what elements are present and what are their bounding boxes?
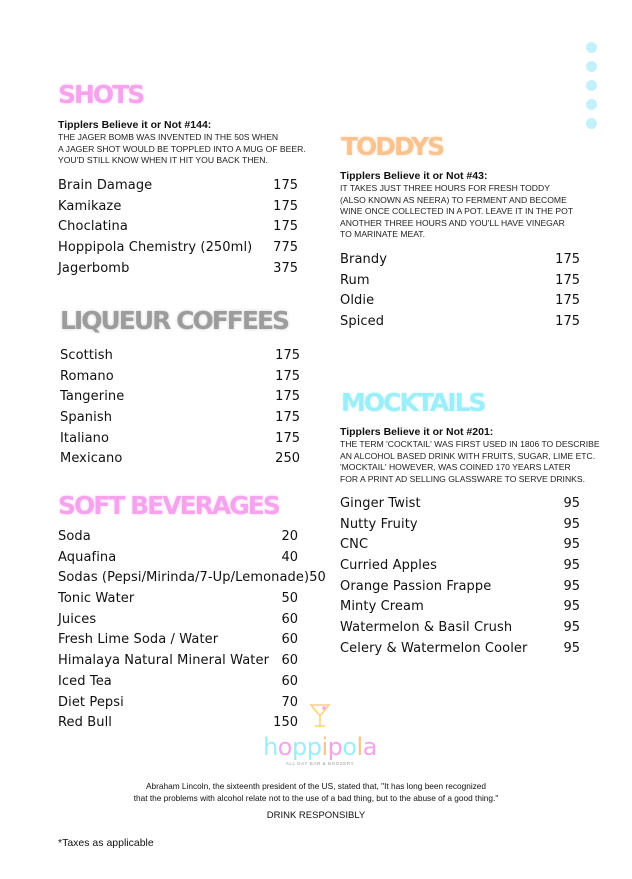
- item-name: Brain Damage: [58, 178, 153, 193]
- menu-item: [340, 597, 580, 618]
- item-name: Scottish: [60, 348, 113, 363]
- fact-line: IT TAKES JUST THREE HOURS FOR FRESH TODDY: [340, 183, 550, 193]
- item-price: 175: [275, 348, 300, 363]
- item-name: Ginger Twist: [340, 496, 421, 511]
- liqueur-coffees-heading: LIQUEUR COFFEES: [60, 306, 289, 335]
- item-price: 60: [281, 632, 298, 648]
- fact-line: THE TERM 'COCKTAIL' WAS FIRST USED IN 1806 TO DESCRIBE: [340, 439, 600, 449]
- item-name: Red Bull: [58, 715, 113, 731]
- item-price: 70: [281, 694, 298, 710]
- item-price: 175: [273, 198, 298, 214]
- menu-item: [340, 577, 580, 598]
- toddys-fact-title: Tipplers Believe it or Not #43:: [340, 170, 488, 182]
- item-name: Rum: [340, 272, 370, 288]
- logo-tagline: ALL DAY BAR & BOOZERY: [285, 761, 355, 766]
- item-name: Orange Passion Frappe: [340, 578, 492, 594]
- item-price: 95: [563, 496, 580, 511]
- item-name: Watermelon & Basil Crush: [340, 620, 513, 636]
- item-price: 20: [281, 529, 298, 544]
- shots-fact-title: Tipplers Believe it or Not #144:: [58, 119, 212, 131]
- menu-item: [58, 630, 298, 651]
- dot-decoration: [586, 99, 597, 110]
- item-price: 175: [275, 389, 300, 405]
- dot-decoration: [586, 118, 597, 129]
- item-name: Sodas (Pepsi/Mirinda/7-Up/Lemonade): [58, 570, 310, 586]
- menu-item: [340, 494, 580, 515]
- menu-item: [60, 387, 300, 408]
- item-price: 60: [281, 653, 298, 669]
- menu-item: [340, 618, 580, 639]
- item-name: Fresh Lime Soda / Water: [58, 632, 219, 648]
- mocktails-fact-title: Tipplers Believe it or Not #201:: [340, 426, 494, 438]
- item-name: Mexicano: [60, 451, 123, 467]
- item-price: 60: [281, 673, 298, 689]
- item-name: Hoppipola Chemistry (250ml): [58, 240, 253, 256]
- mocktails-fact: [340, 426, 600, 485]
- item-name: Tangerine: [60, 389, 125, 405]
- item-price: 175: [555, 293, 580, 309]
- item-name: Celery & Watermelon Cooler: [340, 640, 528, 656]
- menu-item: [340, 639, 580, 660]
- item-name: Iced Tea: [58, 673, 112, 689]
- item-name: Kamikaze: [58, 198, 122, 214]
- menu-item: [58, 672, 298, 693]
- shots-fact: [58, 119, 306, 167]
- item-name: Choclatina: [58, 219, 128, 235]
- dot-decoration: [586, 42, 597, 53]
- item-price: 95: [563, 640, 580, 656]
- toddys-list: [340, 250, 580, 333]
- quote-line: Abraham Lincoln, the sixteenth president of the US, stated that, "It has long been recognized: [145, 781, 487, 791]
- item-price: 250: [275, 451, 300, 467]
- item-price: 95: [563, 558, 580, 574]
- item-name: Spanish: [60, 410, 113, 426]
- item-name: CNC: [340, 537, 369, 553]
- item-price: 40: [281, 549, 298, 565]
- taxes-note: *Taxes as applicable: [58, 837, 154, 849]
- item-name: Romano: [60, 368, 114, 384]
- soft-beverages-heading: SOFT BEVERAGES: [58, 491, 279, 520]
- menu-item: [58, 259, 298, 280]
- item-price: 95: [563, 599, 580, 615]
- toddys-heading: TODDYS: [341, 132, 444, 161]
- menu-item: [58, 589, 298, 610]
- item-name: Curried Apples: [340, 558, 437, 574]
- menu-item: [58, 568, 326, 589]
- item-price: 50: [309, 570, 326, 586]
- item-name: Aquafina: [58, 549, 117, 565]
- quote-line: that the problems with alcohol relate not to the use of a bad thing, but to the abuse of a good thing.": [133, 792, 499, 803]
- menu-item: [60, 367, 300, 388]
- item-price: 175: [273, 178, 298, 193]
- item-price: 175: [555, 314, 580, 330]
- fact-line: WINE ONCE COLLECTED IN A POT. LEAVE IT IN THE POT: [340, 206, 574, 216]
- fact-line: THE JAGER BOMB WAS INVENTED IN THE 50S WHEN: [58, 132, 279, 142]
- drink-responsibly: DRINK RESPONSIBLY: [266, 810, 366, 821]
- menu-item: [340, 312, 580, 333]
- fact-line: (ALSO KNOWN AS NEERA) TO FERMENT AND BECOME: [340, 194, 567, 205]
- item-name: Italiano: [60, 430, 110, 446]
- fact-line: 'MOCKTAIL' HOWEVER, WAS COINED 170 YEARS LATER: [340, 462, 571, 472]
- menu-item: [58, 527, 298, 548]
- menu-item: [58, 548, 298, 569]
- menu-item: [58, 217, 298, 238]
- item-name: Himalaya Natural Mineral Water: [58, 653, 270, 669]
- item-name: Soda: [58, 529, 91, 544]
- menu-item: [58, 176, 298, 197]
- item-price: 175: [275, 368, 300, 384]
- menu-item: [60, 449, 300, 470]
- fact-line: ANOTHER THREE HOURS AND YOU'LL HAVE VINEGAR: [340, 217, 565, 228]
- item-name: Minty Cream: [340, 599, 424, 615]
- fact-line: TO MARINATE MEAT.: [340, 229, 425, 239]
- item-price: 50: [281, 591, 298, 607]
- cocktail-glass-icon: [305, 700, 335, 730]
- item-price: 95: [563, 620, 580, 636]
- dot-decoration: [586, 80, 597, 91]
- item-price: 150: [273, 715, 298, 731]
- dot-decoration: [586, 61, 597, 72]
- mocktails-heading: MOCKTAILS: [341, 388, 485, 417]
- menu-item: [340, 515, 580, 536]
- item-name: Jagerbomb: [58, 260, 130, 276]
- fact-line: A JAGER SHOT WOULD BE TOPPLED INTO A MUG OF BEER.: [58, 143, 306, 154]
- menu-item: [340, 250, 580, 271]
- toddys-fact: [340, 170, 573, 241]
- item-name: Oldie: [340, 293, 375, 309]
- menu-item: [340, 271, 580, 292]
- menu-item: [340, 291, 580, 312]
- item-price: 95: [563, 578, 580, 594]
- item-price: 175: [275, 410, 300, 426]
- menu-item: [60, 346, 300, 367]
- menu-item: [58, 651, 298, 672]
- lincoln-quote: [0, 781, 632, 804]
- item-name: Diet Pepsi: [58, 694, 124, 710]
- item-price: 175: [555, 272, 580, 288]
- item-price: 95: [563, 516, 580, 532]
- menu-item: [58, 610, 298, 631]
- item-price: 95: [563, 537, 580, 553]
- item-price: 60: [281, 611, 298, 627]
- shots-list: [58, 176, 298, 279]
- menu-item: [340, 556, 580, 577]
- fact-line: FOR A PRINT AD SELLING GLASSWARE TO SERVE DRINKS.: [340, 473, 585, 484]
- menu-item: [58, 238, 298, 259]
- item-name: Nutty Fruity: [340, 516, 418, 532]
- decorative-dots: [586, 42, 600, 137]
- item-name: Brandy: [340, 252, 388, 267]
- menu-item: [60, 408, 300, 429]
- item-price: 775: [273, 240, 298, 256]
- menu-item: [58, 197, 298, 218]
- liqueur-coffees-list: [60, 346, 300, 470]
- item-price: 175: [275, 430, 300, 446]
- fact-line: YOU'D STILL KNOW WHEN IT HIT YOU BACK THEN.: [58, 155, 268, 165]
- hoppipola-logo: [262, 700, 378, 780]
- logo-wordmark: hoppipola: [263, 733, 377, 761]
- menu-item: [60, 429, 300, 450]
- shots-heading: SHOTS: [58, 80, 144, 109]
- item-name: Spiced: [340, 314, 385, 330]
- mocktails-list: [340, 494, 580, 660]
- fact-line: AN ALCOHOL BASED DRINK WITH FRUITS, SUGAR, LIME ETC.: [340, 450, 596, 461]
- item-price: 375: [273, 260, 298, 276]
- item-name: Tonic Water: [58, 591, 135, 607]
- item-name: Juices: [58, 611, 97, 627]
- menu-item: [340, 535, 580, 556]
- item-price: 175: [555, 252, 580, 267]
- item-price: 175: [273, 219, 298, 235]
